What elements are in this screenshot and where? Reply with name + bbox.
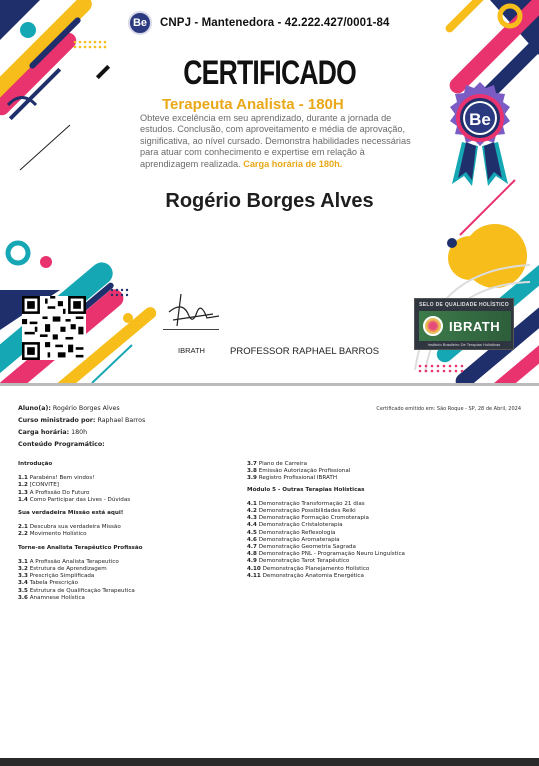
seal-main: [419, 311, 511, 341]
hours-info: [18, 429, 87, 436]
be-logo-icon: [128, 11, 152, 35]
list-item: 3.4 Tabela Prescrição: [18, 580, 79, 587]
program-label: [18, 441, 105, 448]
list-item: 1.4 Como Participar das Lives - Dúvidas: [18, 496, 131, 503]
list-item: 4.2 Demonstração Possibilidades Reiki: [247, 508, 356, 515]
list-item: 1.3 A Profissão Do Futuro: [18, 489, 90, 496]
description-highlight: Carga horária de 180h.: [243, 158, 343, 169]
list-item: 3.6 Anamnese Holística: [18, 594, 85, 601]
seal-top-text: SELO DE QUALIDADE HOLÍSTICO: [419, 302, 509, 308]
list-item: 4.9 Demonstração Tarot Terapêutico: [247, 558, 350, 565]
list-item: 4.7 Demonstração Geometria Sagrada: [247, 544, 356, 551]
list-item: 2.2 Movimento Holístico: [18, 531, 87, 538]
list-item: 1.2 [CONVITE]: [18, 482, 59, 489]
cnpj-text: CNPJ - Mantenedora - 42.222.427/0001-84: [160, 17, 390, 29]
list-item: 1.1 Parabéns! Bem vindos!: [18, 475, 95, 482]
hours-label: Carga horária:: [18, 429, 70, 436]
program-label-text: Conteúdo Programático:: [18, 441, 105, 448]
certificate-title: CERTIFICADO: [183, 54, 356, 92]
list-item: 4.6 Demonstração Aromaterapia: [247, 536, 340, 543]
list-item: 3.1 A Profissão Analista Terapeutico: [18, 558, 119, 565]
course-value: Raphael Barros: [97, 417, 146, 424]
list-item: 3.3 Prescrição Simplificada: [18, 573, 95, 580]
list-item: 4.5 Demonstração Reflexologia: [247, 529, 336, 536]
signature-line: [163, 329, 219, 330]
certificate-back: [0, 386, 539, 758]
quality-seal: [414, 298, 514, 350]
list-item: 4.11 Demonstração Anatomia Energética: [247, 572, 364, 579]
list-item: 4.1 Demonstração Transformação 21 dias: [247, 500, 365, 507]
list-item: 3.9 Registro Profissional IBRATH: [247, 475, 338, 482]
program-column-left: [18, 461, 218, 602]
course-label: Curso ministrado por:: [18, 417, 96, 424]
list-item: 4.3 Demonstração Formação Cromoterapia: [247, 515, 369, 522]
bottom-strip: [0, 758, 539, 766]
emitted-date: Certificado emitido em: São Roque - SP, 28 de Abril, 2024: [376, 406, 521, 412]
section-title: Introdução: [18, 461, 53, 467]
course-title: Terapeuta Analista - 180H: [162, 96, 344, 113]
certificate-description: [140, 113, 420, 170]
list-item: 3.2 Estrutura de Aprendizagem: [18, 566, 107, 573]
description-text: Obteve excelência em seu aprendizado, durante a jornada de estudos. Conclusão, com aproveitamento e média de aprovação, significativa, ao nível cursado. Demonstra habilidades necessárias para atuar com conhecimento e expertise em relação à aprendizagem realizada.: [140, 113, 411, 169]
section-title: Módulo 5 - Outras Terapias Holísticas: [247, 486, 365, 493]
list-item: 3.7 Plano de Carreira: [247, 461, 308, 467]
signature-org: IBRATH: [178, 346, 205, 355]
list-item: 2.1 Descubra sua verdadeira Missão: [18, 524, 121, 531]
badge-rosette-icon: [434, 80, 526, 188]
student-label: Aluno(a):: [18, 405, 51, 412]
professor-name: PROFESSOR RAPHAEL BARROS: [230, 346, 380, 357]
logo-text: Be: [132, 17, 148, 29]
list-item: 4.10 Demonstração Planejamento Holístico: [247, 565, 370, 572]
section-title: Torne-se Analista Terapêutico Profissão: [18, 544, 143, 551]
student-info: [18, 405, 120, 412]
seal-emblem-icon: [423, 316, 443, 336]
signature-icon: [163, 290, 223, 330]
cnpj-header: [128, 11, 390, 35]
seal-name: IBRATH: [449, 318, 501, 334]
hours-value: 180h: [71, 429, 88, 436]
badge-text: Be: [469, 110, 491, 129]
seal-bottom-text: Instituto Brasileiro De Terapias Holísticas: [427, 342, 501, 347]
list-item: 4.8 Demonstração PNL - Programação Neuro Linguística: [247, 551, 405, 558]
student-value: Rogério Borges Alves: [52, 405, 120, 412]
list-item: 3.8 Emissão Autorização Profissional: [247, 468, 351, 475]
qr-code-icon: [22, 296, 86, 360]
program-column-right: [247, 461, 447, 580]
list-item: 4.4 Demonstração Cristaloterapia: [247, 522, 343, 529]
course-info: [18, 417, 145, 424]
student-name: Rogério Borges Alves: [165, 190, 374, 212]
list-item: 3.5 Estrutura de Qualificação Terapeutica: [18, 587, 135, 594]
section-title: Sua verdadeira Missão está aqui!: [18, 510, 124, 517]
